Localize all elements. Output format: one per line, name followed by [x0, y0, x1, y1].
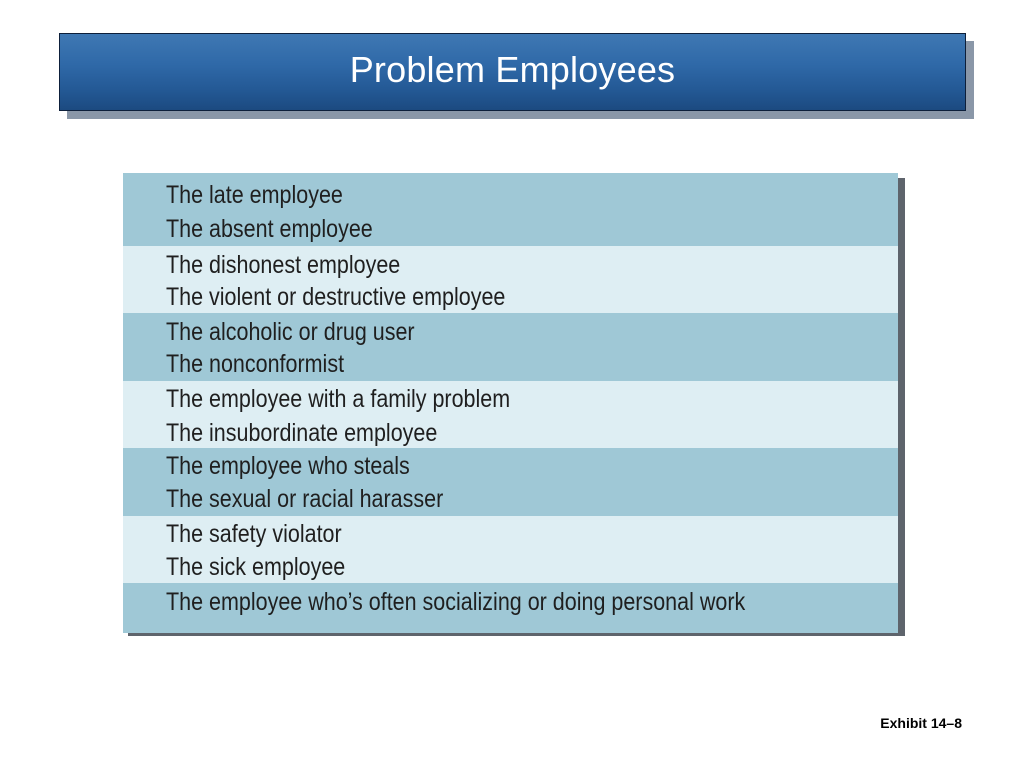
exhibit-row-group: [123, 448, 898, 516]
exhibit-row-group: [123, 173, 898, 246]
exhibit-row-group: [123, 313, 898, 381]
exhibit-item: The employee who’s often socializing or doing personal work: [166, 588, 746, 616]
slide-title: Problem Employees: [349, 49, 676, 90]
exhibit-item: The dishonest employee: [166, 251, 401, 279]
exhibit-item: The late employee: [166, 181, 343, 209]
title-banner: [59, 33, 966, 111]
exhibit-item: The employee who steals: [166, 452, 410, 480]
exhibit-item: The employee with a family problem: [166, 385, 511, 413]
exhibit-row-group: [123, 583, 898, 633]
exhibit-item: The sick employee: [166, 553, 346, 581]
exhibit-item: The insubordinate employee: [166, 419, 438, 447]
exhibit-label: Exhibit 14–8: [880, 715, 962, 731]
exhibit-row-group: [123, 246, 898, 313]
exhibit-row-group: [123, 516, 898, 583]
exhibit-row-group: [123, 381, 898, 448]
exhibit-item: The nonconformist: [166, 350, 345, 378]
exhibit-item: The sexual or racial harasser: [166, 485, 444, 513]
exhibit-item: The absent employee: [166, 215, 373, 243]
exhibit-item: The violent or destructive employee: [166, 283, 506, 311]
exhibit-table: [123, 173, 898, 633]
exhibit-item: The safety violator: [166, 520, 342, 548]
exhibit-item: The alcoholic or drug user: [166, 318, 415, 346]
